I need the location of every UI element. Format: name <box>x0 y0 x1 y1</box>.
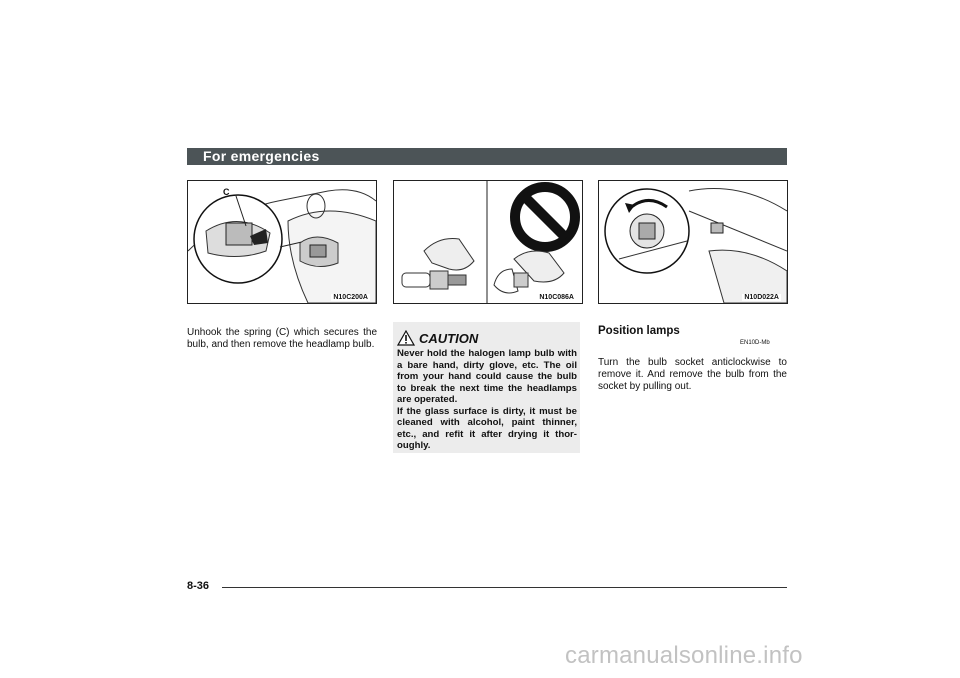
spring-removal-instruction: Unhook the spring (C) which secures the bulb, and then remove the headlamp bulb. <box>187 327 377 350</box>
page-number: 8-36 <box>187 580 210 592</box>
figure-code: N10C200A <box>333 294 368 301</box>
site-watermark: carmanualsonline.info <box>565 642 803 669</box>
position-lamps-title: Position lamps <box>598 325 680 337</box>
headlamp-spring-illustration <box>188 181 376 303</box>
footer-rule <box>222 587 787 588</box>
caution-title: CAUTION <box>419 331 479 346</box>
caution-body <box>397 348 577 452</box>
caution-box <box>393 322 580 453</box>
position-lamps-instruction: Turn the bulb socket anticlockwise to remove it. And remove the bulb from the socket by pulling out. <box>598 357 787 392</box>
figure-headlamp-spring <box>187 180 377 304</box>
position-lamps-code: EN10D-Mb <box>740 340 770 346</box>
figure-position-lamp-socket <box>598 180 788 304</box>
warning-triangle-icon <box>397 330 415 346</box>
callout-c: C <box>223 187 230 197</box>
figure-halogen-bulb-handling <box>393 180 583 304</box>
caution-paragraph-1: Never hold the halogen lamp bulb with a bare hand, dirty glove, etc. The oil from your hand could cause the bulb to break the next time the headlamps are operated. <box>397 348 577 405</box>
caution-paragraph-2: If the glass surface is dirty, it must be cleaned with alcohol, paint thinner, etc., and refit it after drying it thor-oughly. <box>397 405 577 451</box>
figure-code: N10D022A <box>744 294 779 301</box>
section-header-bar <box>187 148 787 165</box>
halogen-bulb-illustration <box>394 181 582 303</box>
position-lamp-socket-illustration <box>599 181 787 303</box>
caution-heading <box>397 326 478 346</box>
section-header-title: For emergencies <box>203 148 320 164</box>
figure-code: N10C086A <box>539 294 574 301</box>
